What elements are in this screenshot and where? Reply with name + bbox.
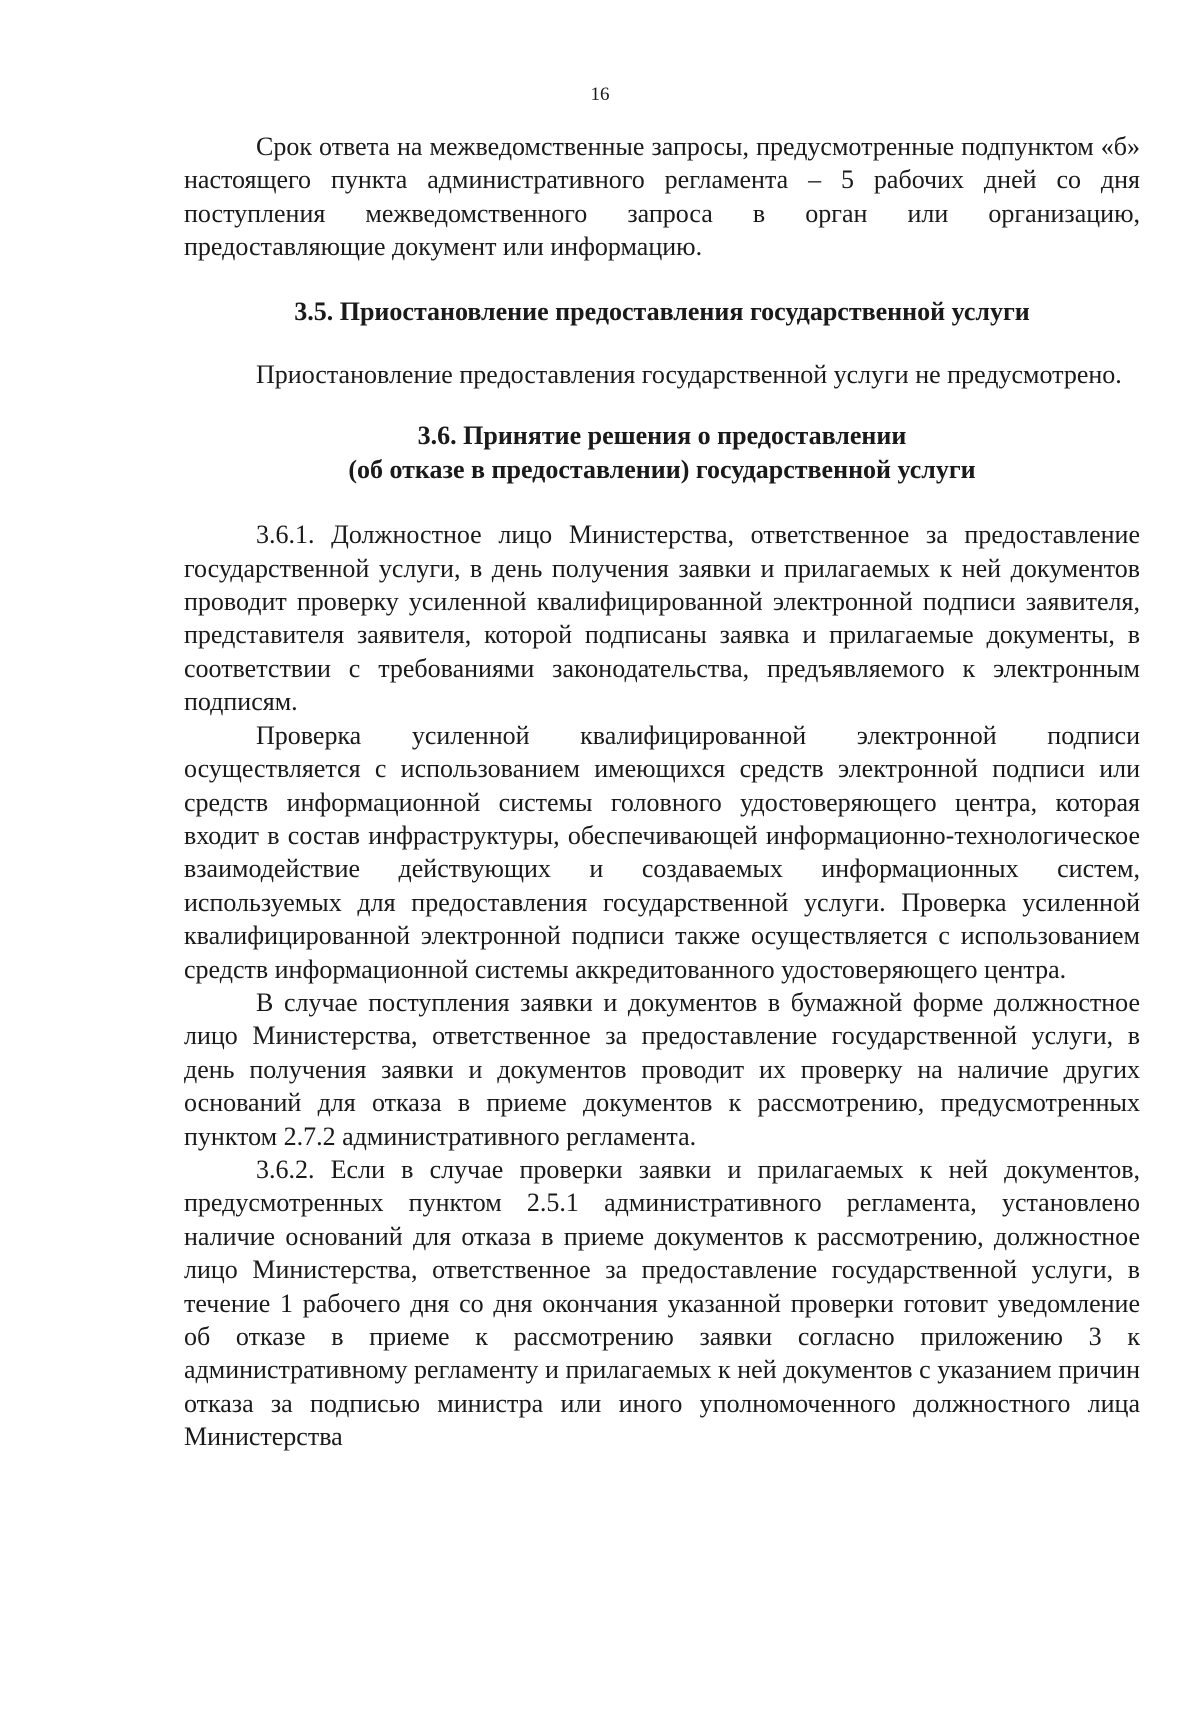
section-3-6-heading-line2: (об отказе в предоставлении) государственной услуги — [348, 454, 976, 484]
paragraph-3-6-1: 3.6.1. Должностное лицо Министерства, ответственное за предоставление государственной услуги, в день получения заявки и прилагаемых к ней документов проводит проверку усиленной квалифицированной электронной подписи заявителя, представителя заявителя, которой подписаны заявка и прилагаемые документы, в соответствии с требованиями законодательства, предъявляемого к электронным подписям. — [184, 520, 1140, 717]
paragraph-intro: Срок ответа на межведомственные запросы, предусмотренные подпунктом «б» настоящего пункта административного регламента – 5 рабочих дней со дня поступления межведомственного запроса в орган или организацию, предоставляющие документ или информацию. — [184, 132, 1140, 262]
page-number: 16 — [590, 84, 610, 105]
section-3-5-heading: 3.5. Приостановление предоставления государственной услуги — [294, 296, 1030, 326]
paragraph-paper-form: В случае поступления заявки и документов в бумажной форме должностное лицо Министерства, ответственное за предоставление государственной услуги, в день получения заявки и документов проводит их проверку на наличие других оснований для отказа в приеме документов к рассмотрению, предусмотренных пунктом 2.7.2 административного регламента. — [184, 987, 1140, 1151]
paragraph-signature-check: Проверка усиленной квалифицированной электронной подписи осуществляется с использованием имеющихся средств электронной подписи или средств информационной системы головного удостоверяющего центра, которая входит в состав инфраструктуры, обеспечивающей информационно-технологическое взаимодействие действующих и создаваемых информационных систем, используемых для предоставления государственной услуги. Проверка усиленной квалифицированной электронной подписи также осуществляется с использованием средств информационной системы аккредитованного удостоверяющего центра. — [184, 720, 1140, 984]
paragraph-3-6-2: 3.6.2. Если в случае проверки заявки и прилагаемых к ней документов, предусмотренных пунктом 2.5.1 административного регламента, установлено наличие оснований для отказа в приеме документов к рассмотрению, должностное лицо Министерства, ответственное за предоставление государственной услуги, в течение 1 рабочего дня со дня окончания указанной проверки готовит уведомление об отказе в приеме к рассмотрению заявки согласно приложению 3 к административному регламенту и прилагаемых к ней документов с указанием причин отказа за подписью министра или иного уполномоченного должностного лица Министерства — [184, 1154, 1140, 1452]
section-3-5-text: Приостановление предоставления государственной услуги не предусмотрено. — [256, 360, 1122, 390]
section-3-6-heading-line1: 3.6. Принятие решения о предоставлении — [417, 421, 907, 451]
document-body — [184, 130, 1140, 1454]
